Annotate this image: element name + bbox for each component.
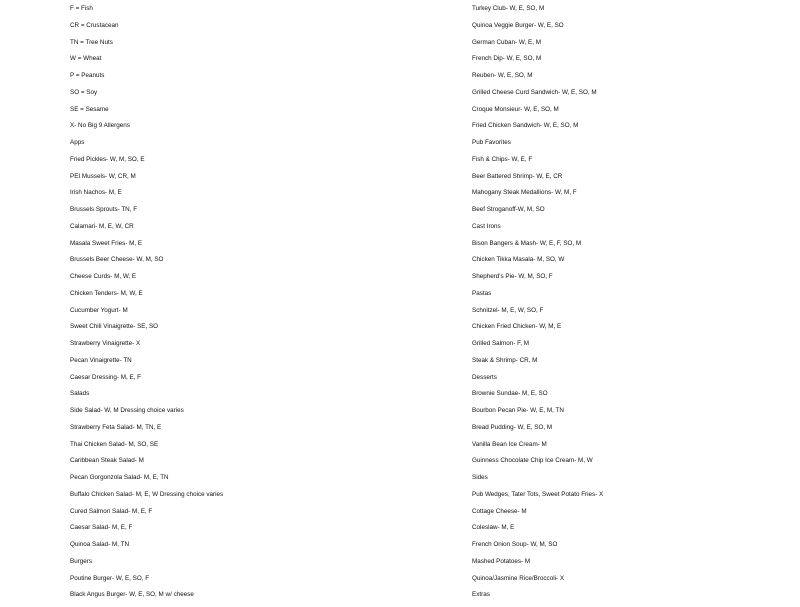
menu-line: Cucumber Yogurt- M xyxy=(70,306,128,314)
menu-line: Schnitzel- M, E, W, SO, F xyxy=(472,306,544,314)
menu-line: Croque Monsieur- W, E, SO, M xyxy=(472,105,559,113)
menu-line: Caesar Dressing- M, E, F xyxy=(70,373,142,381)
menu-line: Bison Bangers & Mash- W, E, F, SO, M xyxy=(472,239,582,247)
menu-line: Masala Sweet Fries- M, E xyxy=(70,239,143,247)
menu-line: Irish Nachos- M, E xyxy=(70,189,122,197)
menu-line: Poutine Burger- W, E, SO, F xyxy=(70,574,150,582)
menu-line: Quinoa/Jasmine Rice/Broccoli- X xyxy=(472,574,565,582)
menu-line: CR = Crustacean xyxy=(70,21,119,29)
menu-line: P = Peanuts xyxy=(70,72,105,79)
menu-line: Pecan Vinaigrette- TN xyxy=(70,356,132,364)
menu-line: Cheese Curds- M, W, E xyxy=(70,273,137,280)
menu-line: Strawberry Vinaigrette- X xyxy=(70,340,141,347)
menu-line: French Dip- W, E, SO, M xyxy=(472,55,542,63)
menu-line: Caribbean Steak Salad- M xyxy=(70,457,144,465)
menu-line: Pecan Gorgonzola Salad- M, E, TN xyxy=(70,474,169,481)
left-column xyxy=(70,4,400,607)
menu-line: W = Wheat xyxy=(70,55,102,63)
menu-line: Pastas xyxy=(472,289,492,297)
menu-line: Mahogany Steak Medallions- W, M, F xyxy=(472,189,577,197)
menu-line: Calamari- M, E, W, CR xyxy=(70,222,134,230)
menu-line: Bourbon Pecan Pie- W, E, M, TN xyxy=(472,407,564,414)
menu-line: Beer Battered Shrimp- W, E, CR xyxy=(472,172,563,180)
menu-line: Pub Wedges, Tater Tots, Sweet Potato Fries- X xyxy=(472,490,604,498)
menu-line: Coleslaw- M, E xyxy=(472,524,515,532)
menu-line: Cast Irons xyxy=(472,222,501,230)
menu-line: Apps xyxy=(70,139,85,146)
menu-line: Chicken Fried Chicken- W, M, E xyxy=(472,323,562,331)
menu-line: Bread Pudding- W, E, SO, M xyxy=(472,423,553,431)
menu-line: X- No Big 9 Allergens xyxy=(70,122,130,130)
menu-line: F = Fish xyxy=(70,5,93,12)
menu-line: Quinoa Veggie Burger- W, E, SO xyxy=(472,21,564,29)
menu-line: Brussels Sprouts- TN, F xyxy=(70,206,138,213)
menu-line: Reuben- W, E, SO, M xyxy=(472,72,533,79)
menu-line: Cured Salmon Salad- M, E, F xyxy=(70,507,153,515)
menu-line: Brussels Beer Cheese- W, M, SO xyxy=(70,256,164,264)
menu-line: Buffalo Chicken Salad- M, E, W Dressing choice varies xyxy=(70,490,224,498)
menu-line: Thai Chicken Salad- M, SO, SE xyxy=(70,440,159,448)
menu-line: Cottage Cheese- M xyxy=(472,507,527,515)
menu-line: French Onion Soup- W, M, SO xyxy=(472,541,558,548)
menu-line: SO = Soy xyxy=(70,88,98,96)
menu-line: Sides xyxy=(472,474,488,481)
menu-line: Extras xyxy=(472,591,490,599)
menu-line: Strawberry Feta Salad- M, TN, E xyxy=(70,423,162,431)
menu-line: TN = Tree Nuts xyxy=(70,38,113,46)
menu-line: Turkey Club- W, E, SO, M xyxy=(472,5,545,12)
menu-line: Fried Pickles- W, M, SO, E xyxy=(70,155,145,163)
menu-line: Burgers xyxy=(70,557,93,565)
menu-line: PEI Mussels- W, CR, M xyxy=(70,172,136,180)
menu-line: SE = Sesame xyxy=(70,105,109,113)
menu-line: Pub Favorites xyxy=(472,139,511,146)
menu-line: Grilled Salmon- F, M xyxy=(472,340,530,347)
menu-line: Black Angus Burger- W, E, SO, M w/ cheese xyxy=(70,591,194,599)
menu-line: Mashed Potatoes- M xyxy=(472,557,531,565)
menu-line: Vanilla Bean Ice Cream- M xyxy=(472,440,547,448)
menu-line: German Cuban- W, E, M xyxy=(472,38,541,46)
menu-line: Beef Stroganoff-W, M, SO xyxy=(472,206,545,213)
right-column xyxy=(472,4,800,607)
menu-line: Chicken Tenders- M, W, E xyxy=(70,289,143,297)
menu-line: Chicken Tikka Masala- M, SO, W xyxy=(472,256,565,264)
menu-line: Steak & Shrimp- CR, M xyxy=(472,356,538,364)
menu-line: Salads xyxy=(70,390,90,398)
menu-line: Desserts xyxy=(472,373,497,381)
menu-line: Shepherd's Pie- W, M, SO, F xyxy=(472,273,553,280)
menu-line: Sweet Chili Vinaigrette- SE, SO xyxy=(70,323,159,331)
menu-line: Fried Chicken Sandwich- W, E, SO, M xyxy=(472,122,579,130)
menu-line: Grilled Cheese Curd Sandwich- W, E, SO, M xyxy=(472,88,597,96)
menu-line: Quinoa Salad- M, TN xyxy=(70,541,130,548)
menu-line: Caesar Salad- M, E, F xyxy=(70,524,133,532)
menu-line: Guinness Chocolate Chip Ice Cream- M, W xyxy=(472,457,593,465)
menu-line: Brownie Sundae- M, E, SO xyxy=(472,390,548,398)
menu-line: Side Salad- W, M Dressing choice varies xyxy=(70,407,184,414)
menu-line: Fish & Chips- W, E, F xyxy=(472,155,533,163)
